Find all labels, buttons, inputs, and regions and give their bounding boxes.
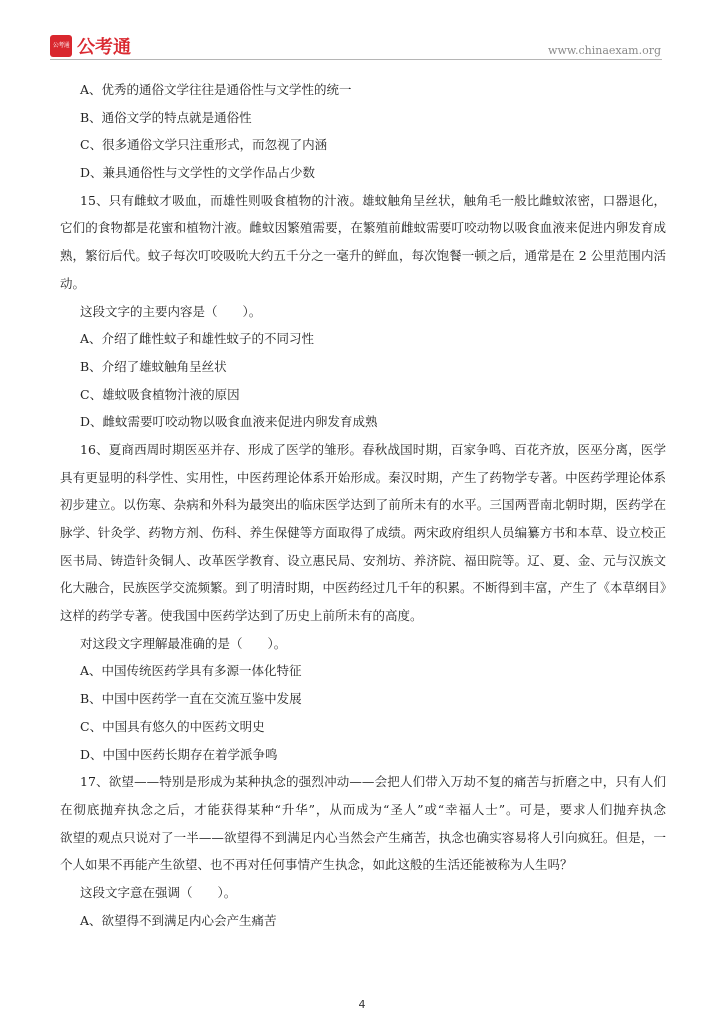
paragraph-line: 熟，繁衍后代。蚊子每次叮咬吸吮大约五千分之一毫升的鲜血，每次饱餐一顿之后，通常是在 2 公里范围内活	[60, 248, 666, 264]
logo-text: 公考通	[77, 37, 131, 58]
document-body	[60, 76, 673, 934]
page-header	[0, 0, 724, 64]
option-line: C、中国具有悠久的中医药文明史	[80, 718, 265, 734]
paragraph-line: 在彻底抛弃执念之后，才能获得某种“升华”，从而成为“圣人”或“幸福人士”。可是，要求人们抛弃执念	[60, 801, 666, 817]
paragraph-line: 动。	[60, 275, 86, 291]
site-url[interactable]: www.chinaexam.org	[548, 44, 661, 57]
header-divider	[50, 59, 662, 60]
option-line: A、欲望得不到满足内心会产生痛苦	[80, 912, 277, 928]
paragraph-line: 个人如果不再能产生欲望、也不再对任何事情产生执念，如此这般的生活还能被称为人生吗？	[60, 857, 573, 873]
question-line: 对这段文字理解最准确的是（ ）。	[80, 635, 287, 651]
page-number: 4	[358, 998, 366, 1011]
paragraph-line: 17、欲望——特别是形成为某种执念的强烈冲动——会把人们带入万劫不复的痛苦与折磨之中，只有人们	[80, 774, 666, 790]
option-line: D、中国中医药长期存在着学派争鸣	[80, 746, 278, 762]
gongkaotong-logo[interactable]	[50, 33, 131, 59]
option-line: A、中国传统医药学具有多源一体化特征	[80, 663, 302, 679]
option-line: C、雄蚊吸食植物汁液的原因	[80, 386, 240, 402]
paragraph-line: 欲望的观点只说对了一半——欲望得不到满足内心当然会产生痛苦，执念也确实容易将人引向疯狂。但是，一	[60, 829, 666, 845]
paragraph-line: 它们的食物都是花蜜和植物汁液。雌蚊因繁殖需要，在繁殖前雌蚊需要叮咬动物以吸食血液来促进内卵发育成	[60, 220, 666, 236]
paragraph-line: 15、只有雌蚊才吸血，而雄性则吸食植物的汁液。雄蚊触角呈丝状，触角毛一般比雌蚊浓密，口器退化，	[80, 192, 666, 208]
logo-icon: 公考通	[50, 35, 72, 57]
option-line: A、介绍了雌性蚊子和雄性蚊子的不同习性	[80, 331, 315, 347]
paragraph-line: 医书局、铸造针灸铜人、改革医学教育、设立惠民局、安剂坊、养济院、福田院等。辽、夏、金、元与汉族文	[60, 552, 666, 568]
question-line: 这段文字意在强调（ ）。	[80, 884, 237, 900]
option-line: D、兼具通俗性与文学性的文学作品占少数	[80, 165, 316, 181]
paragraph-line: 这样的药学专著。使我国中医药学达到了历史上前所未有的高度。	[60, 608, 423, 624]
paragraph-line: 初步建立。以伤寒、杂病和外科为最突出的临床医学达到了前所未有的水平。三国两晋南北朝时期，医药学在	[60, 497, 666, 513]
option-line: B、通俗文学的特点就是通俗性	[80, 109, 252, 125]
paragraph-line: 具有更显明的科学性、实用性，中医药理论体系开始形成。秦汉时期，产生了药物学专著。中医药学理论体系	[60, 469, 666, 485]
question-line: 这段文字的主要内容是（ ）。	[80, 303, 262, 319]
paragraph-line: 化大融合，民族医学交流频繁。到了明清时期，中医药经过几千年的积累。不断得到丰富，产生了《本草纲目》	[60, 580, 673, 596]
paragraph-line: 脉学、针灸学、药物方剂、伤科、养生保健等方面取得了成绩。两宋政府组织人员编纂方书和本草、设立校正	[60, 525, 666, 540]
option-line: B、介绍了雄蚊触角呈丝状	[80, 358, 227, 374]
paragraph-line: 16、夏商西周时期医巫并存、形成了医学的雏形。春秋战国时期，百家争鸣、百花齐放，医巫分离，医学	[80, 441, 666, 457]
option-line: A、优秀的通俗文学往往是通俗性与文学性的统一	[80, 82, 352, 97]
option-line: C、很多通俗文学只注重形式，而忽视了内涵	[80, 137, 328, 153]
option-line: D、雌蚊需要叮咬动物以吸食血液来促进内卵发育成熟	[80, 414, 378, 430]
option-line: B、中国中医药学一直在交流互鉴中发展	[80, 691, 302, 707]
